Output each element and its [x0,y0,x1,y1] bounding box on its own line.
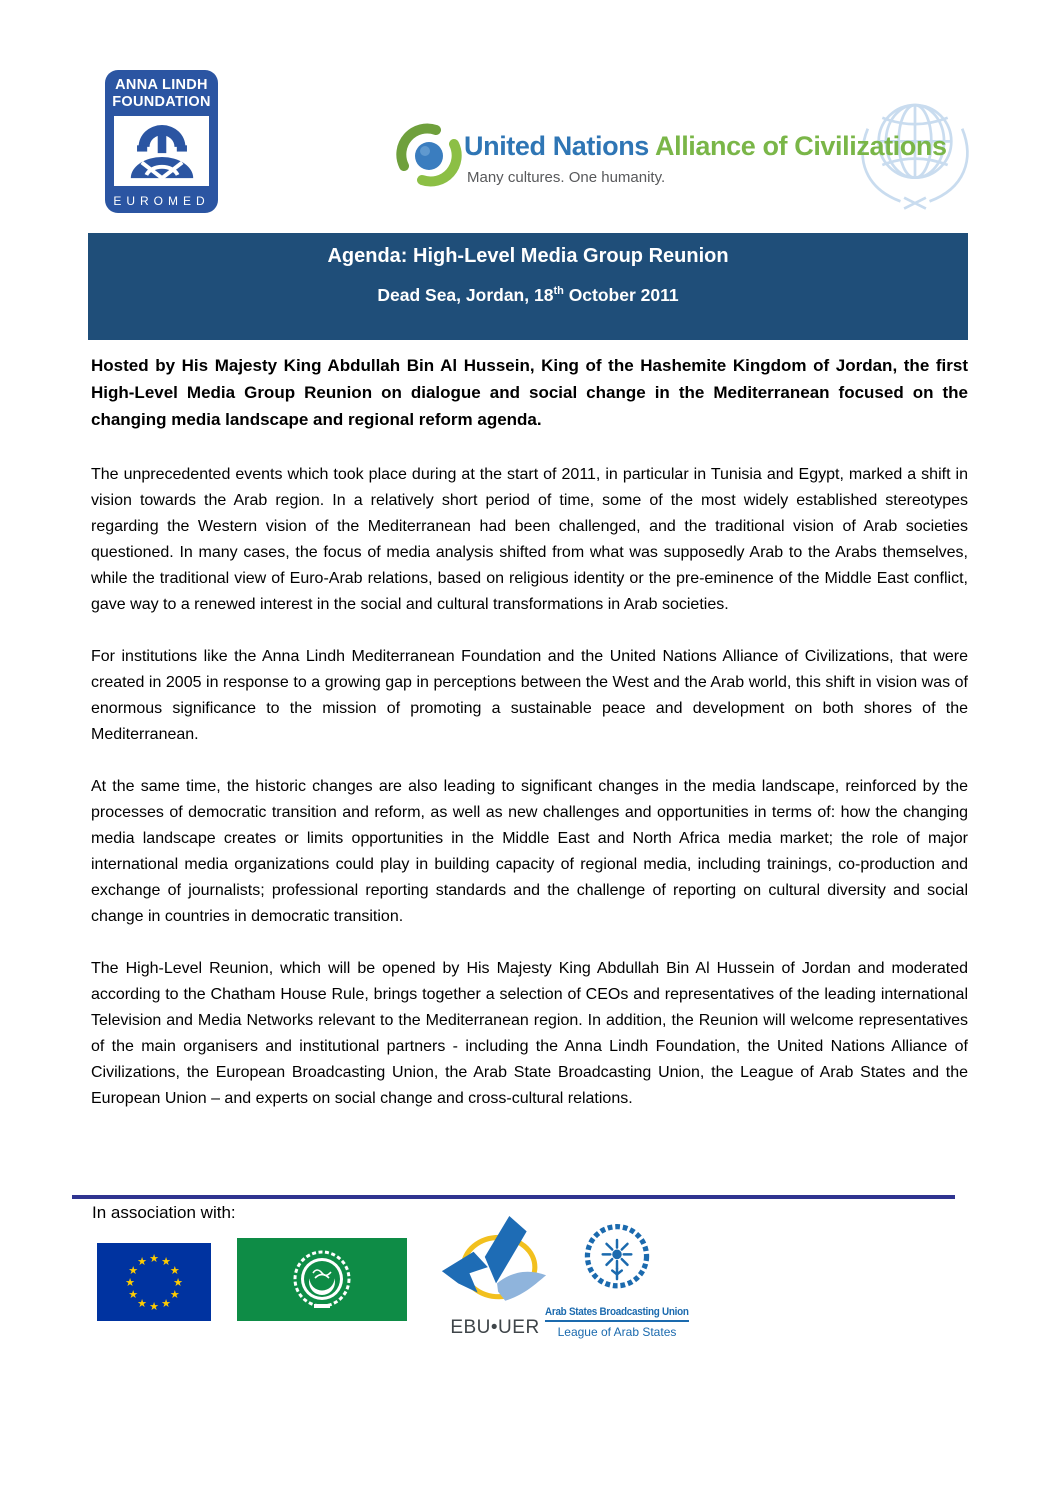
alf-name [105,70,218,111]
svg-text:★: ★ [173,1276,183,1289]
asbu-logo [537,1220,697,1339]
title-banner [88,233,968,340]
svg-text:★: ★ [137,1255,147,1269]
body-paragraph-4: The High-Level Reunion, which will be opened by His Majesty King Abdullah Bin Al Hussein of Jordan and moderated according to the Chatham House Rule, brings together a selection of CEOs and representatives of the leading international Television and Media Networks relevant to the Mediterranean region. In addition, the Reunion will welcome representatives of the main organisers and institutional partners - including the Anna Lindh Foundation, the United Nations Alliance of Civilizations, the European Broadcasting Union, the Arab State Broadcasting Union, the League of Arab States and the European Union – and experts on social change and cross-cultural relations. [91,960,968,1107]
alf-euromed-label: EUROMED [113,194,210,208]
svg-text:★: ★ [169,1288,180,1301]
separator-line [72,1195,955,1199]
arab-league-flag [237,1238,407,1321]
banner-title: Agenda: High-Level Media Group Reunion [327,245,729,267]
body-paragraph-2: For institutions like the Anna Lindh Mediterranean Foundation and the United Nations Alliance of Civilizations, that were created in 2005 in response to a growing gap in perceptions between the West and the Arab world, this shift in vision was of enormous significance to the mission of promoting a sustainable peace and development on both shores of the Mediterranean. [91,648,968,743]
ebu-bird-icon [437,1216,553,1310]
body-paragraph-3: At the same time, the historic changes are also leading to significant changes in the media landscape, reinforced by the processes of democratic transition and reform, as well as new challenges and opportunities in terms of: how the changing media landscape creates or limits opportunities in the Middle East and North Africa media market; the role of major international media organizations could play in building capacity of regional media, including trainings, co-production and exchange of journalists; professional reporting standards and the challenge of reporting on cultural diversity and social change in countries in democratic transition. [91,778,968,925]
svg-text:★: ★ [161,1255,171,1269]
association-label: In association with: [92,1203,236,1222]
body-paragraph-1: The unprecedented events which took place during at the start of 2011, in particular in Tunisia and Egypt, marked a shift in vision towards the Arab region. In a relatively short period of time, some of the most widely established stereotypes regarding the Western vision of the Mediterranean had been challenged, and the traditional vision of Arab societies questioned. In many cases, the focus of media analysis shifted from what was supposedly Arab to the Arabs themselves, while the traditional view of Euro-Arab relations, based on religious identity or the pre-eminence of the Middle East conflict, gave way to a renewed interest in the social and cultural transformations in Arab societies. [91,466,968,613]
banner-date-superscript: th [553,285,564,298]
alf-symbol-icon [114,116,209,186]
unaoc-swirl-icon [396,122,462,188]
svg-text:★: ★ [125,1276,135,1289]
svg-text:★: ★ [161,1296,171,1310]
anna-lindh-foundation-logo [105,70,218,213]
banner-date-suffix: October 2011 [563,285,679,305]
alf-name-line1: ANNA LINDH [115,77,208,93]
unaoc-title-united-nations: United Nations [464,131,649,161]
unaoc-logo-title [464,131,984,162]
banner-date [88,285,968,306]
svg-text:★: ★ [149,1300,159,1313]
alf-name-line2: FOUNDATION [112,94,211,110]
svg-text:★: ★ [149,1252,159,1265]
document-body [91,352,968,1138]
banner-date-prefix: Dead Sea, Jordan, 18 [377,285,554,305]
svg-text:★: ★ [128,1264,139,1277]
ebu-label: EBU•UER [450,1317,540,1338]
svg-text:★: ★ [137,1296,147,1310]
asbu-title: Arab States Broadcasting Union [545,1306,689,1322]
unaoc-title-alliance: Alliance of Civilizations [648,131,947,161]
asbu-emblem-icon [574,1220,660,1302]
svg-text:★: ★ [128,1288,139,1301]
unaoc-tagline: Many cultures. One humanity. [467,169,666,186]
intro-paragraph: Hosted by His Majesty King Abdullah Bin Al Hussein, King of the Hashemite Kingdom of Jordan, the first High-Level Media Group Reunion on dialogue and social change in the Mediterranean focused on the changing media landscape and regional reform agenda. [91,356,968,429]
asbu-subtitle: League of Arab States [557,1325,677,1339]
svg-text:★: ★ [169,1264,180,1277]
eu-flag [96,1243,212,1321]
